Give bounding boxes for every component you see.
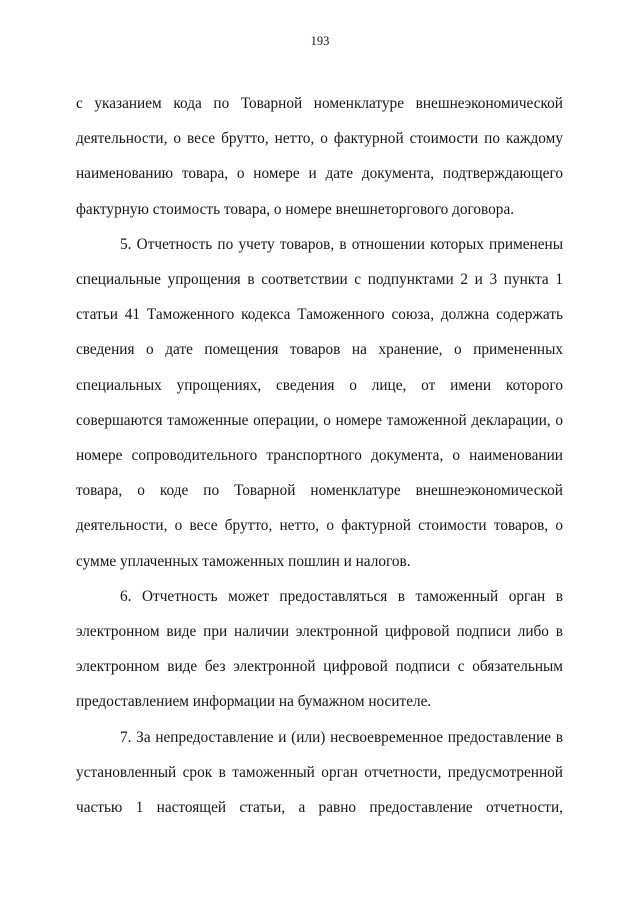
page-number: 193 bbox=[310, 34, 330, 48]
paragraph-5 bbox=[76, 227, 563, 579]
text-line: 6. Отчетность может предоставляться в таможенный орган в bbox=[120, 587, 563, 605]
text-line: специальных упрощениях, сведения о лице, от имени которого bbox=[76, 376, 563, 394]
paragraph-6 bbox=[76, 579, 563, 720]
text-line: фактурную стоимость товара, о номере внешнеторгового договора. bbox=[76, 200, 515, 218]
text-line: 5. Отчетность по учету товаров, в отношении которых применены bbox=[120, 235, 563, 253]
text-line: деятельности, о весе брутто, нетто, о фактурной стоимости товаров, о bbox=[76, 517, 563, 535]
text-line: установленный срок в таможенный орган отчетности, предусмотренной bbox=[76, 763, 563, 781]
text-line: номере сопроводительного транспортного документа, о наименовании bbox=[76, 447, 563, 465]
text-line: специальные упрощения в соответствии с подпунктами 2 и 3 пункта 1 bbox=[76, 271, 563, 289]
paragraph-continuation bbox=[76, 86, 563, 227]
text-line: электронном виде при наличии электронной цифровой подписи либо в bbox=[76, 623, 563, 641]
text-line: частью 1 настоящей статьи, а равно предоставление отчетности, bbox=[76, 799, 563, 817]
text-line: электронном виде без электронной цифровой подписи с обязательным bbox=[76, 658, 563, 676]
text-line: товара, о коде по Товарной номенклатуре внешнеэкономической bbox=[76, 482, 563, 500]
text-line: 7. За непредоставление и (или) несвоевременное предоставление в bbox=[120, 728, 563, 746]
text-line: предоставлением информации на бумажном носителе. bbox=[76, 693, 432, 711]
text-line: статьи 41 Таможенного кодекса Таможенного союза, должна содержать bbox=[76, 306, 563, 324]
paragraph-7 bbox=[76, 720, 563, 826]
text-line: сведения о дате помещения товаров на хранение, о примененных bbox=[76, 341, 563, 359]
text-line: наименованию товара, о номере и дате документа, подтверждающего bbox=[76, 165, 563, 183]
document-body bbox=[76, 86, 563, 825]
text-line: деятельности, о весе брутто, нетто, о фактурной стоимости по каждому bbox=[76, 130, 563, 148]
text-line: с указанием кода по Товарной номенклатуре внешнеэкономической bbox=[76, 95, 563, 112]
text-line: совершаются таможенные операции, о номере таможенной декларации, о bbox=[76, 411, 563, 429]
text-line: сумме уплаченных таможенных пошлин и налогов. bbox=[76, 552, 411, 570]
